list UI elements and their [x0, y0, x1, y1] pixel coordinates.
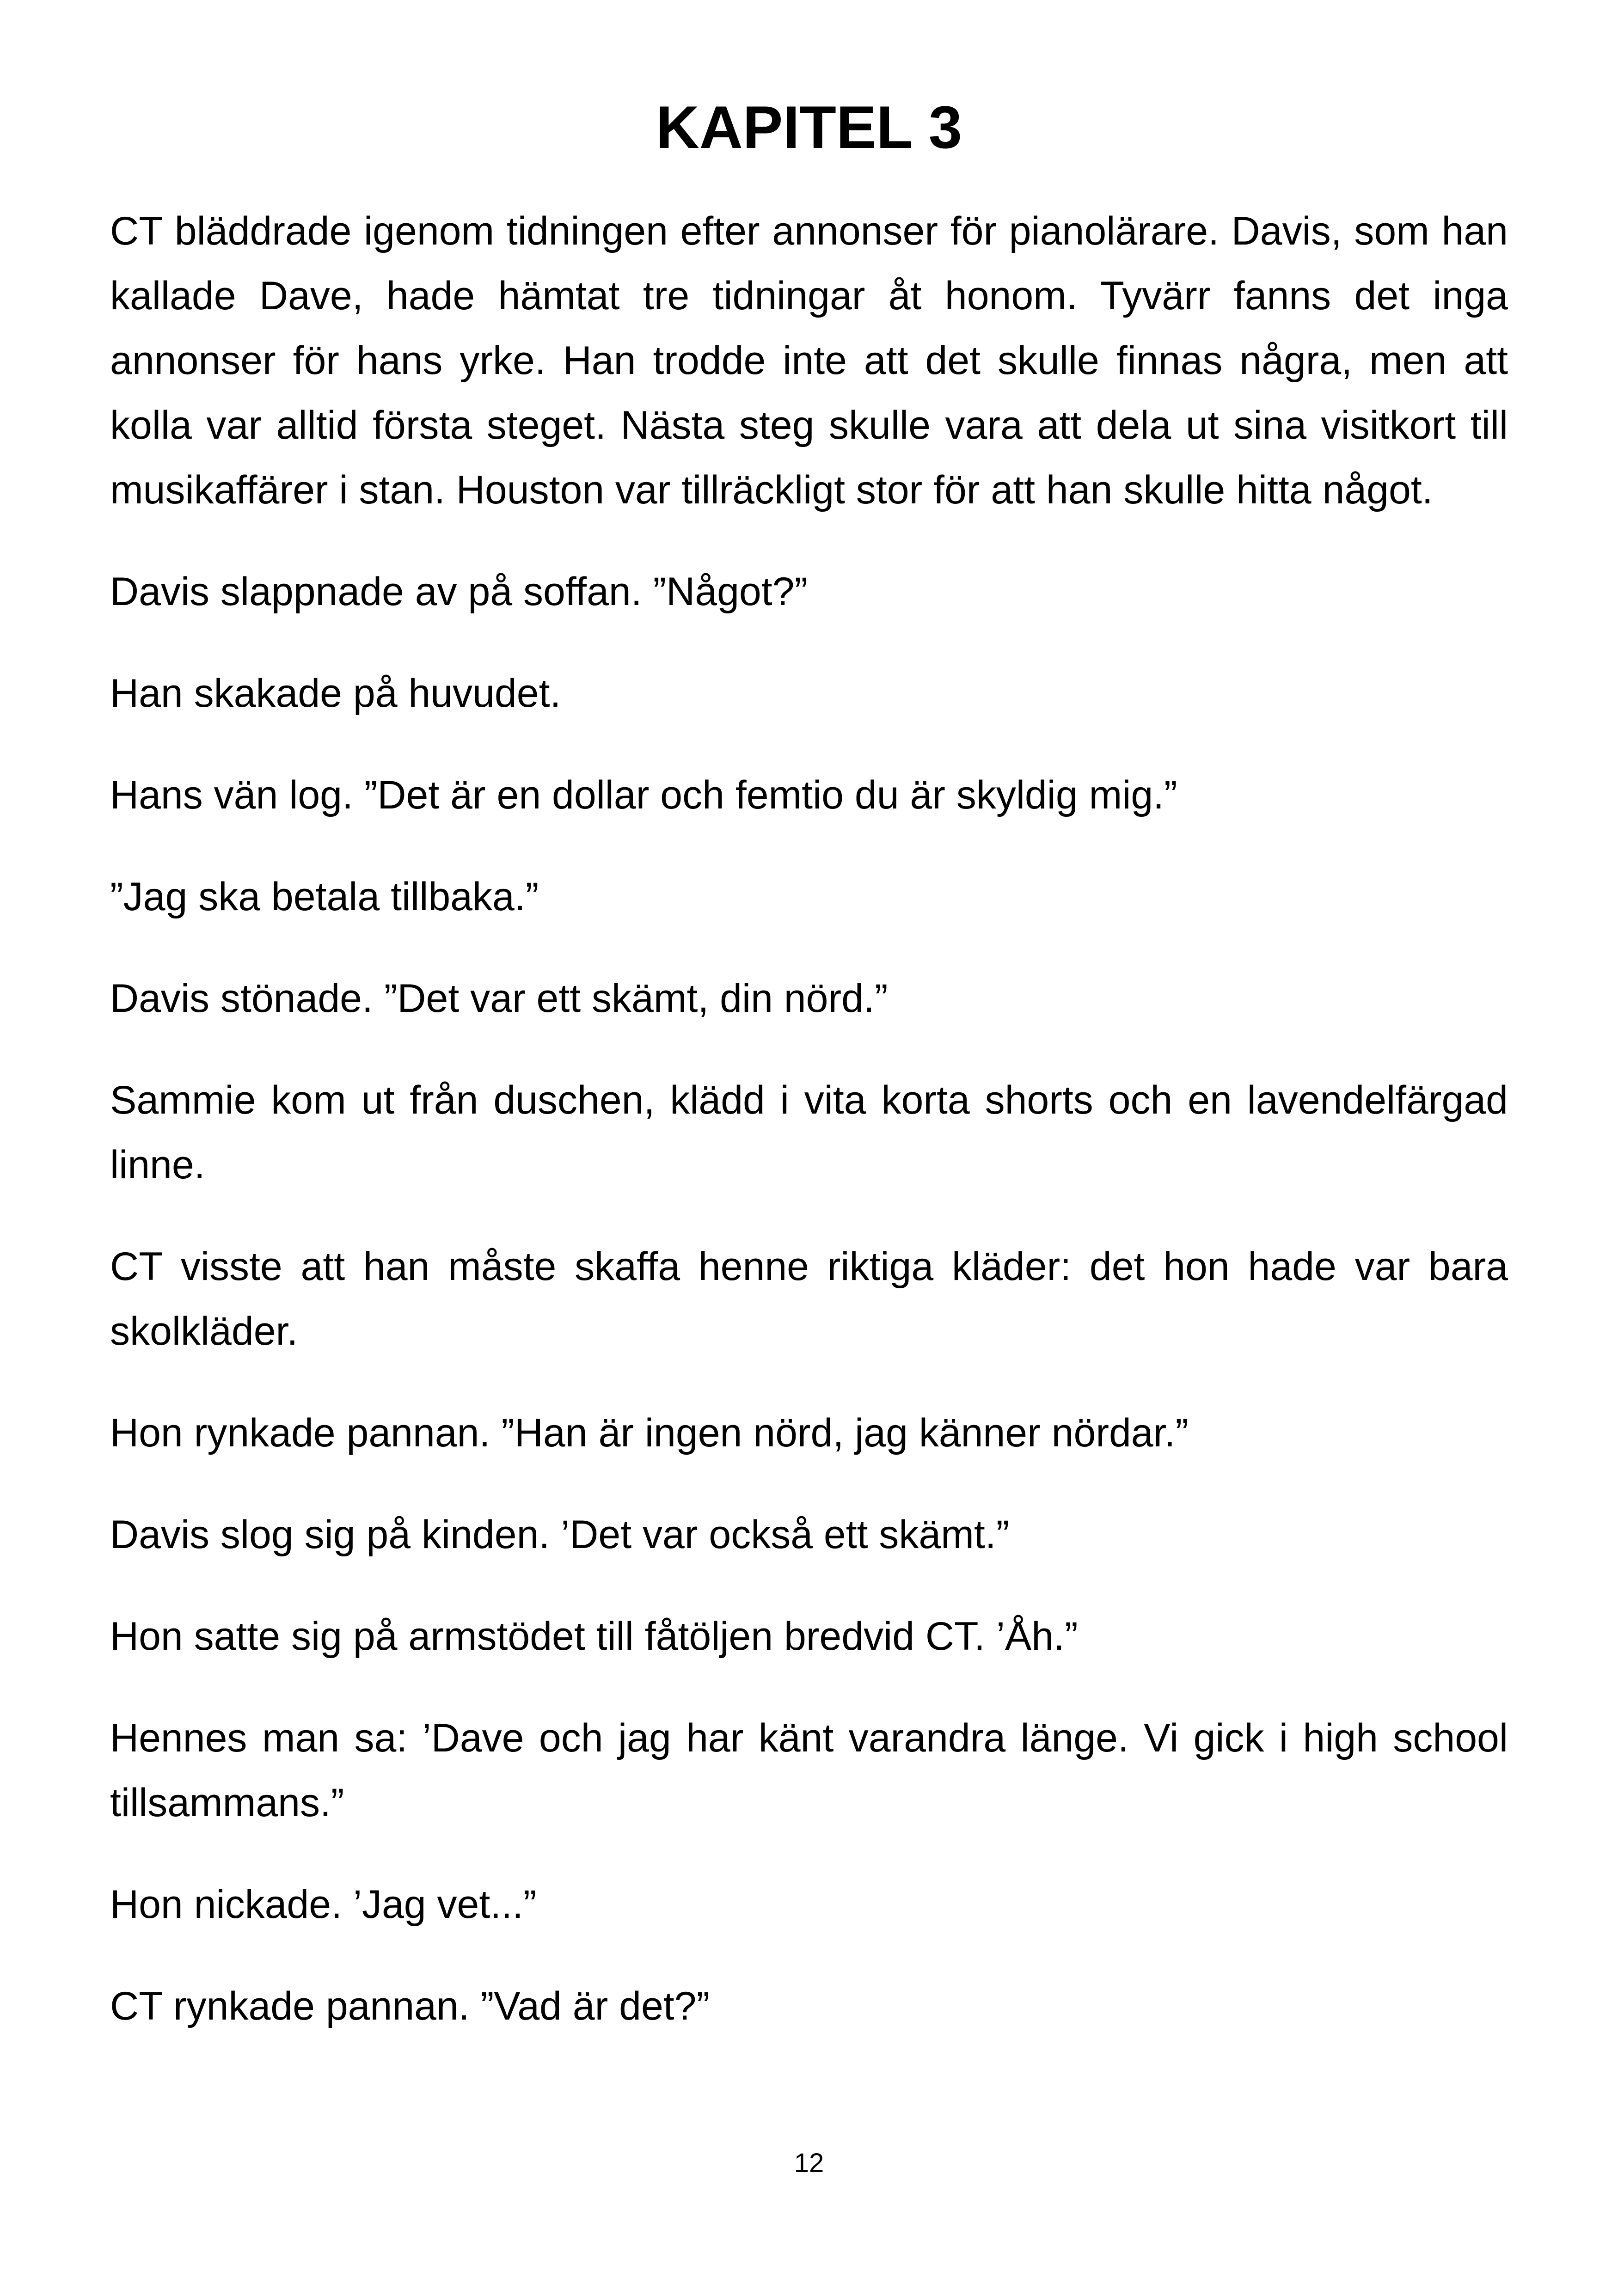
- paragraph-2: Davis slappnade av på soffan. ”Något?”: [110, 569, 808, 614]
- paragraph-7: Sammie kom ut från duschen, klädd i vita korta shorts och en lavendelfärgad linne.: [110, 1078, 1508, 1187]
- paragraph-8: CT visste att han måste skaffa henne riktiga kläder: det hon hade var bara skolkläder.: [110, 1244, 1508, 1353]
- page-number: 12: [794, 2148, 824, 2178]
- chapter-title: KAPITEL 3: [656, 93, 962, 161]
- paragraph-5: ”Jag ska betala tillbaka.”: [110, 875, 539, 919]
- paragraph-6: Davis stönade. ”Det var ett skämt, din nörd.”: [110, 976, 888, 1021]
- paragraph-3: Han skakade på huvudet.: [110, 671, 561, 716]
- chapter-body: [110, 199, 1508, 2076]
- paragraph-14: CT rynkade pannan. ”Vad är det?”: [110, 1984, 710, 2028]
- paragraph-11: Hon satte sig på armstödet till fåtöljen bredvid CT. ’Åh.”: [110, 1614, 1078, 1659]
- paragraph-12: Hennes man sa: ’Dave och jag har känt varandra länge. Vi gick i high school tillsammans.”: [110, 1716, 1508, 1825]
- paragraph-9: Hon rynkade pannan. ”Han är ingen nörd, jag känner nördar.”: [110, 1411, 1189, 1455]
- paragraph-4: Hans vän log. ”Det är en dollar och femtio du är skyldig mig.”: [110, 773, 1177, 817]
- paragraph-10: Davis slog sig på kinden. ’Det var också ett skämt.”: [110, 1512, 1010, 1557]
- paragraph-13: Hon nickade. ’Jag vet...”: [110, 1882, 537, 1927]
- paragraph-1: CT bläddrade igenom tidningen efter annonser för pianolärare. Davis, som han kallade Dave, hade hämtat tre tidningar åt honom. Tyvärr fanns det inga annonser för hans yrke. Han trodde inte att det skulle finnas några, men att kolla var alltid första steget. Nästa steg skulle vara att dela ut sina visitkort till musikaffärer i stan. Houston var tillräckligt stor för att han skulle hitta något.: [110, 209, 1508, 512]
